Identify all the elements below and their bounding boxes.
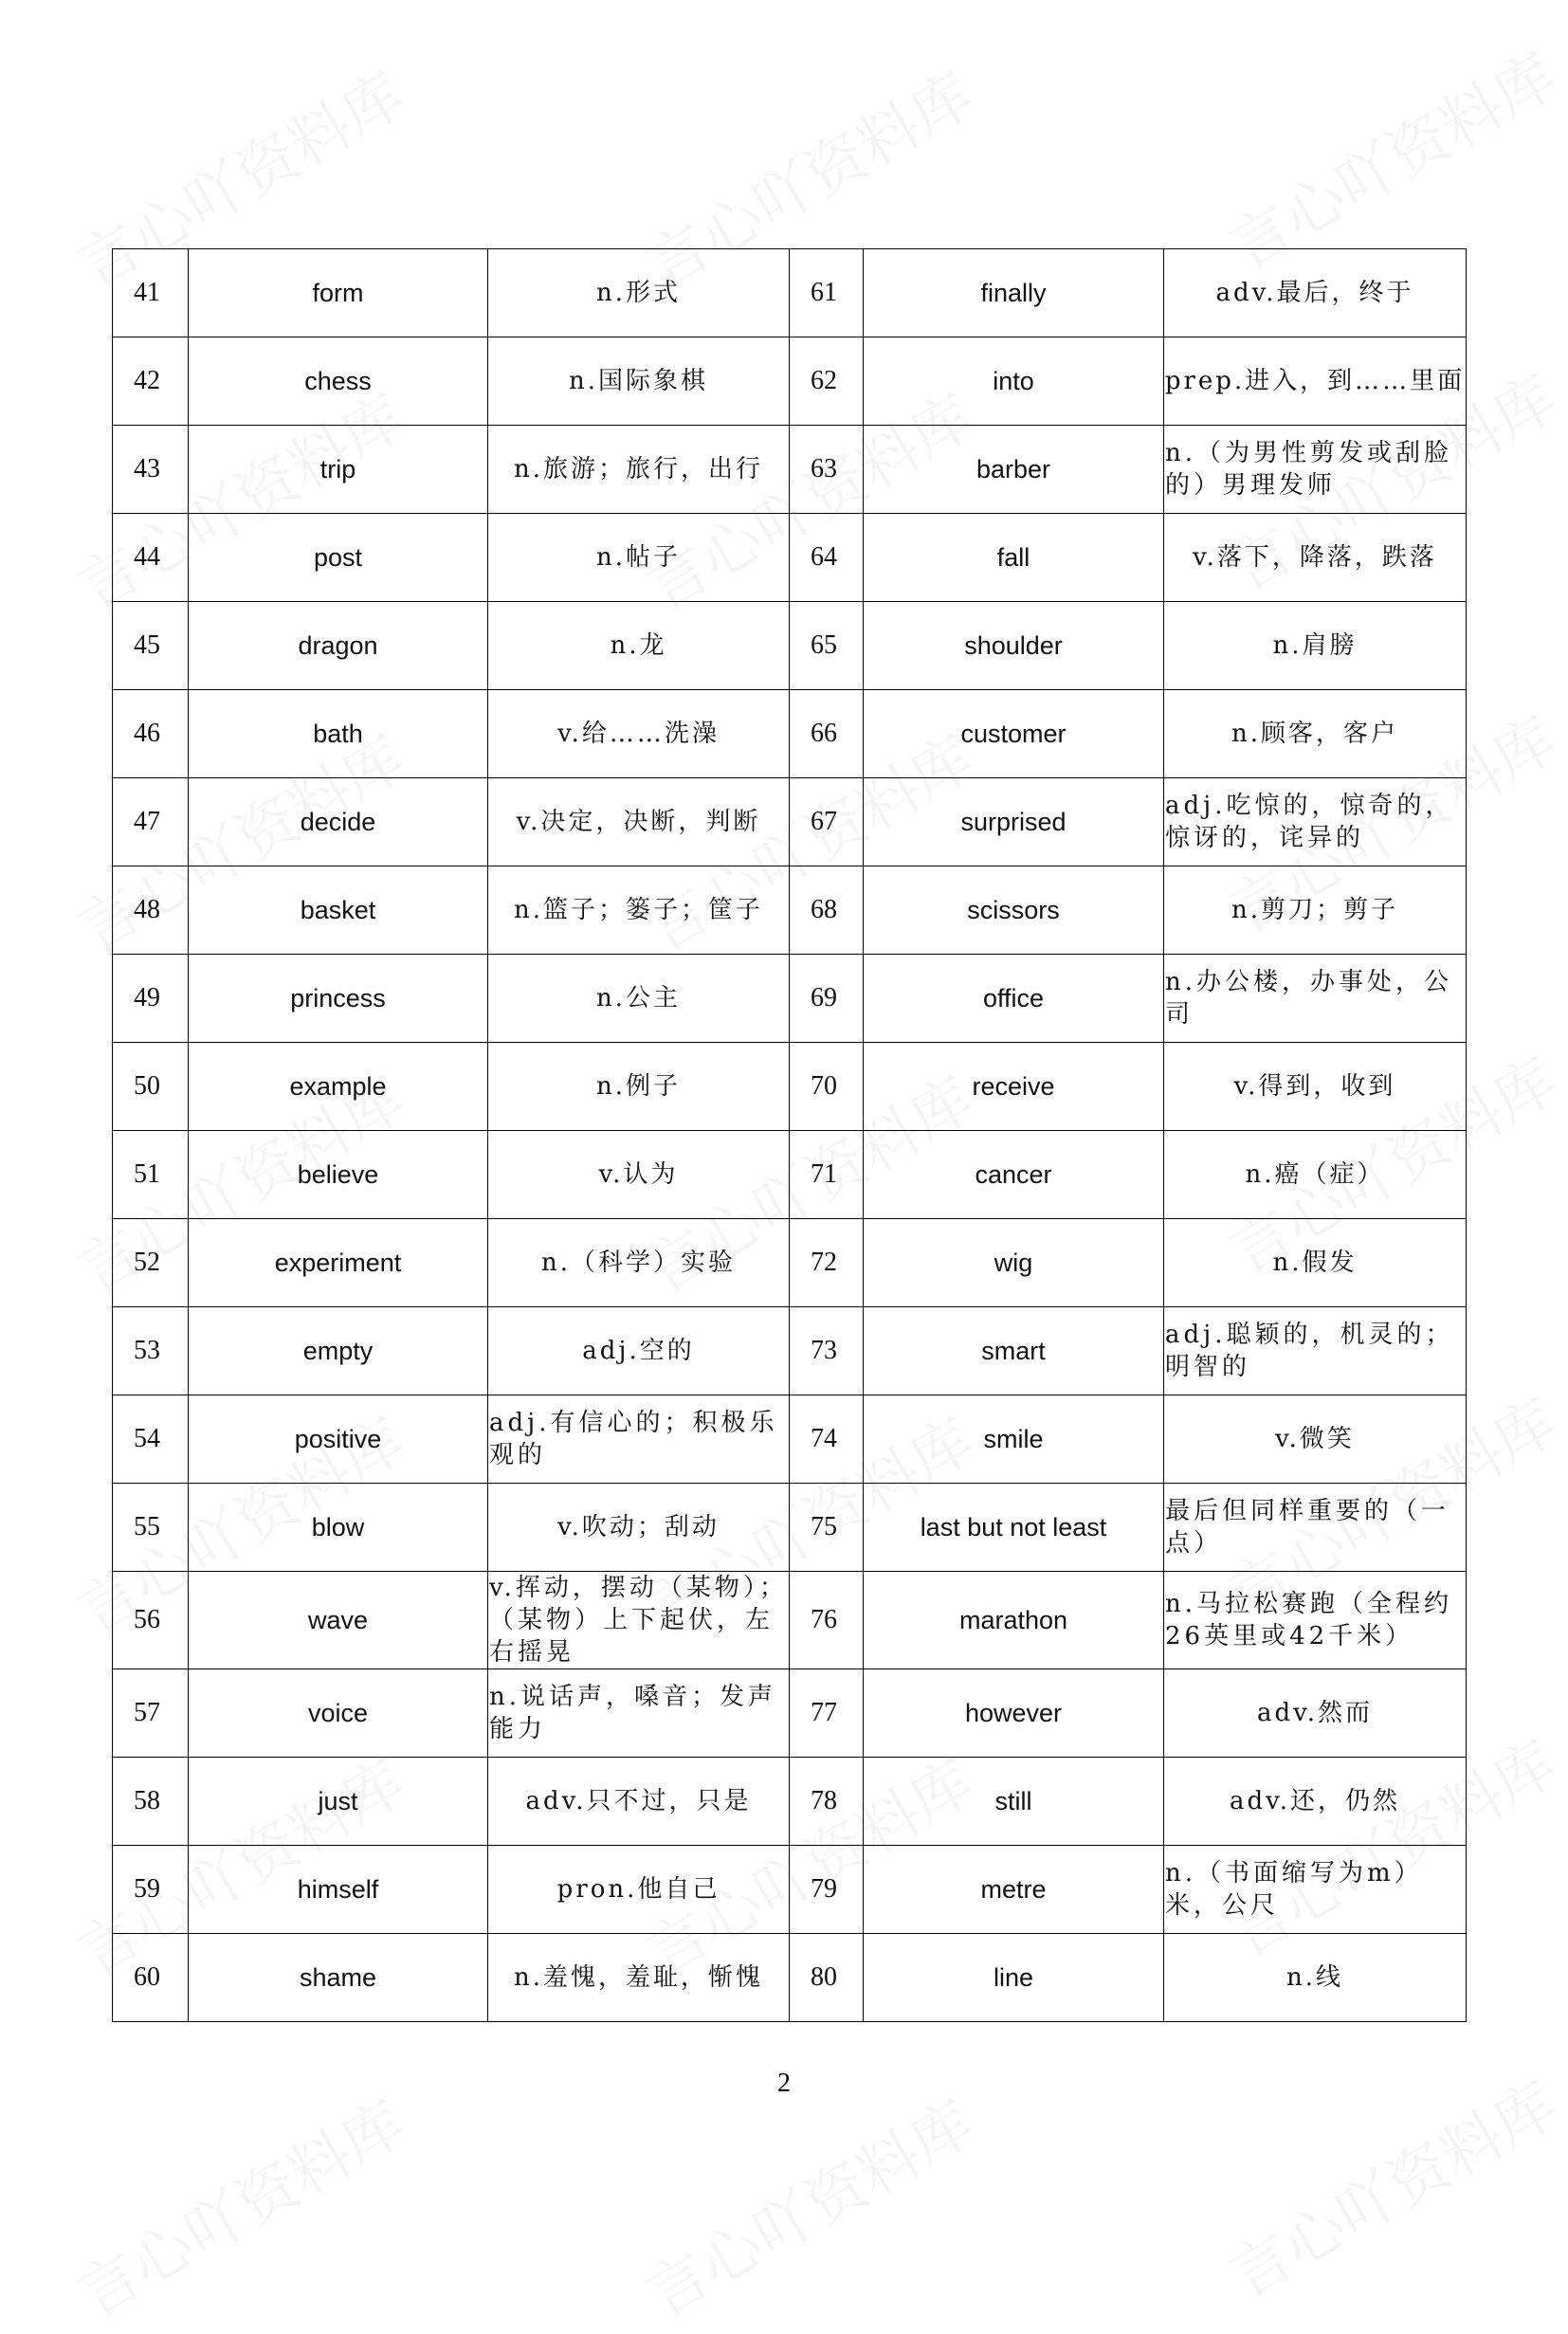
entry-meaning: n.（书面缩写为m）米，公尺 <box>1164 1846 1467 1934</box>
entry-meaning: adv.最后，终于 <box>1164 249 1467 337</box>
entry-meaning: n.剪刀；剪子 <box>1164 866 1467 955</box>
entry-number: 46 <box>113 690 189 778</box>
entry-meaning: adj.聪颖的，机灵的；明智的 <box>1164 1307 1467 1395</box>
entry-number: 74 <box>790 1395 864 1484</box>
table-row <box>113 866 1467 955</box>
entry-meaning: n.公主 <box>488 955 790 1043</box>
entry-number: 52 <box>113 1219 189 1307</box>
entry-meaning: n.龙 <box>488 602 790 690</box>
entry-number: 70 <box>790 1043 864 1131</box>
table-row <box>113 1307 1467 1395</box>
entry-word: office <box>864 955 1164 1043</box>
entry-word: fall <box>864 514 1164 602</box>
entry-number: 78 <box>790 1758 864 1846</box>
entry-meaning: n.顾客，客户 <box>1164 690 1467 778</box>
table-row <box>113 602 1467 690</box>
entry-meaning: 最后但同样重要的（一点） <box>1164 1484 1467 1572</box>
entry-word: surprised <box>864 778 1164 866</box>
entry-meaning: adv.然而 <box>1164 1669 1467 1758</box>
entry-meaning: prep.进入，到……里面 <box>1164 337 1467 426</box>
table-row <box>113 426 1467 514</box>
entry-word: shame <box>189 1934 488 2022</box>
watermark <box>60 2076 419 2334</box>
page-number: 2 <box>777 2069 791 2098</box>
table-row <box>113 249 1467 337</box>
entry-word: voice <box>189 1669 488 1758</box>
entry-word: smile <box>864 1395 1164 1484</box>
entry-number: 54 <box>113 1395 189 1484</box>
entry-number: 51 <box>113 1131 189 1219</box>
entry-word: wig <box>864 1219 1164 1307</box>
entry-meaning: v.吹动；刮动 <box>488 1484 790 1572</box>
entry-number: 48 <box>113 866 189 955</box>
entry-word: customer <box>864 690 1164 778</box>
entry-word: receive <box>864 1043 1164 1131</box>
table-row <box>113 778 1467 866</box>
entry-meaning: n.形式 <box>488 249 790 337</box>
entry-number: 60 <box>113 1934 189 2022</box>
entry-word: marathon <box>864 1572 1164 1669</box>
entry-word: barber <box>864 426 1164 514</box>
entry-word: cancer <box>864 1131 1164 1219</box>
table-row <box>113 955 1467 1043</box>
entry-meaning: n.帖子 <box>488 514 790 602</box>
entry-word: scissors <box>864 866 1164 955</box>
entry-word: bath <box>189 690 488 778</box>
entry-meaning: adv.只不过，只是 <box>488 1758 790 1846</box>
entry-meaning: v.认为 <box>488 1131 790 1219</box>
entry-number: 75 <box>790 1484 864 1572</box>
entry-number: 53 <box>113 1307 189 1395</box>
entry-meaning: n.线 <box>1164 1934 1467 2022</box>
entry-number: 57 <box>113 1669 189 1758</box>
entry-meaning: n.肩膀 <box>1164 602 1467 690</box>
entry-meaning: n.办公楼，办事处，公司 <box>1164 955 1467 1043</box>
entry-number: 56 <box>113 1572 189 1669</box>
entry-meaning: adj.吃惊的，惊奇的，惊讶的，诧异的 <box>1164 778 1467 866</box>
entry-number: 59 <box>113 1846 189 1934</box>
entry-word: wave <box>189 1572 488 1669</box>
vocabulary-table <box>112 248 1467 2022</box>
entry-meaning: adj.空的 <box>488 1307 790 1395</box>
entry-number: 62 <box>790 337 864 426</box>
entry-meaning: n.癌（症） <box>1164 1131 1467 1219</box>
watermark <box>629 2076 988 2334</box>
entry-word: finally <box>864 249 1164 337</box>
entry-meaning: adv.还，仍然 <box>1164 1758 1467 1846</box>
table-row <box>113 1131 1467 1219</box>
entry-word: blow <box>189 1484 488 1572</box>
entry-word: trip <box>189 426 488 514</box>
table-row <box>113 1934 1467 2022</box>
entry-meaning: v.微笑 <box>1164 1395 1467 1484</box>
entry-word: post <box>189 514 488 602</box>
entry-number: 67 <box>790 778 864 866</box>
entry-meaning: v.决定，决断，判断 <box>488 778 790 866</box>
entry-meaning: n.例子 <box>488 1043 790 1131</box>
table-row <box>113 1758 1467 1846</box>
entry-number: 77 <box>790 1669 864 1758</box>
entry-meaning: n.假发 <box>1164 1219 1467 1307</box>
entry-word: himself <box>189 1846 488 1934</box>
table-row <box>113 1846 1467 1934</box>
entry-word: positive <box>189 1395 488 1484</box>
entry-word: believe <box>189 1131 488 1219</box>
entry-word: basket <box>189 866 488 955</box>
entry-number: 76 <box>790 1572 864 1669</box>
entry-meaning: n.篮子；篓子；筐子 <box>488 866 790 955</box>
entry-meaning: n.马拉松赛跑（全程约26英里或42千米） <box>1164 1572 1467 1669</box>
entry-word: example <box>189 1043 488 1131</box>
entry-number: 50 <box>113 1043 189 1131</box>
entry-number: 66 <box>790 690 864 778</box>
entry-number: 42 <box>113 337 189 426</box>
entry-word: line <box>864 1934 1164 2022</box>
entry-word: metre <box>864 1846 1164 1934</box>
entry-meaning: pron.他自己 <box>488 1846 790 1934</box>
entry-word: last but not least <box>864 1484 1164 1572</box>
entry-number: 58 <box>113 1758 189 1846</box>
entry-number: 68 <box>790 866 864 955</box>
entry-word: into <box>864 337 1164 426</box>
entry-meaning: n.羞愧，羞耻，惭愧 <box>488 1934 790 2022</box>
entry-word: just <box>189 1758 488 1846</box>
entry-number: 69 <box>790 955 864 1043</box>
entry-meaning: v.得到，收到 <box>1164 1043 1467 1131</box>
entry-meaning: n.（科学）实验 <box>488 1219 790 1307</box>
entry-word: empty <box>189 1307 488 1395</box>
entry-word: still <box>864 1758 1164 1846</box>
entry-word: decide <box>189 778 488 866</box>
entry-meaning: v.落下，降落，跌落 <box>1164 514 1467 602</box>
entry-number: 44 <box>113 514 189 602</box>
entry-number: 64 <box>790 514 864 602</box>
entry-number: 63 <box>790 426 864 514</box>
entry-word: smart <box>864 1307 1164 1395</box>
entry-number: 43 <box>113 426 189 514</box>
entry-number: 45 <box>113 602 189 690</box>
entry-word: princess <box>189 955 488 1043</box>
entry-number: 47 <box>113 778 189 866</box>
entry-number: 65 <box>790 602 864 690</box>
entry-word: however <box>864 1669 1164 1758</box>
entry-word: form <box>189 249 488 337</box>
entry-meaning: v.给……洗澡 <box>488 690 790 778</box>
entry-number: 61 <box>790 249 864 337</box>
table-row <box>113 1219 1467 1307</box>
entry-number: 79 <box>790 1846 864 1934</box>
table-row <box>113 337 1467 426</box>
table-row <box>113 1572 1467 1669</box>
entry-number: 55 <box>113 1484 189 1572</box>
table-row <box>113 1484 1467 1572</box>
table-row <box>113 1043 1467 1131</box>
entry-meaning: n.旅游；旅行，出行 <box>488 426 790 514</box>
entry-meaning: n.（为男性剪发或刮脸的）男理发师 <box>1164 426 1467 514</box>
entry-meaning: n.国际象棋 <box>488 337 790 426</box>
entry-meaning: v.挥动，摆动（某物）；（某物）上下起伏，左右摇晃 <box>488 1572 790 1669</box>
entry-number: 41 <box>113 249 189 337</box>
entry-number: 80 <box>790 1934 864 2022</box>
entry-word: chess <box>189 337 488 426</box>
entry-number: 71 <box>790 1131 864 1219</box>
entry-number: 73 <box>790 1307 864 1395</box>
entry-number: 72 <box>790 1219 864 1307</box>
entry-meaning: adj.有信心的；积极乐观的 <box>488 1395 790 1484</box>
entry-word: dragon <box>189 602 488 690</box>
table-row <box>113 1395 1467 1484</box>
entry-number: 49 <box>113 955 189 1043</box>
table-row <box>113 690 1467 778</box>
table-row <box>113 514 1467 602</box>
entry-meaning: n.说话声，嗓音；发声能力 <box>488 1669 790 1758</box>
entry-word: shoulder <box>864 602 1164 690</box>
entry-word: experiment <box>189 1219 488 1307</box>
table-row <box>113 1669 1467 1758</box>
